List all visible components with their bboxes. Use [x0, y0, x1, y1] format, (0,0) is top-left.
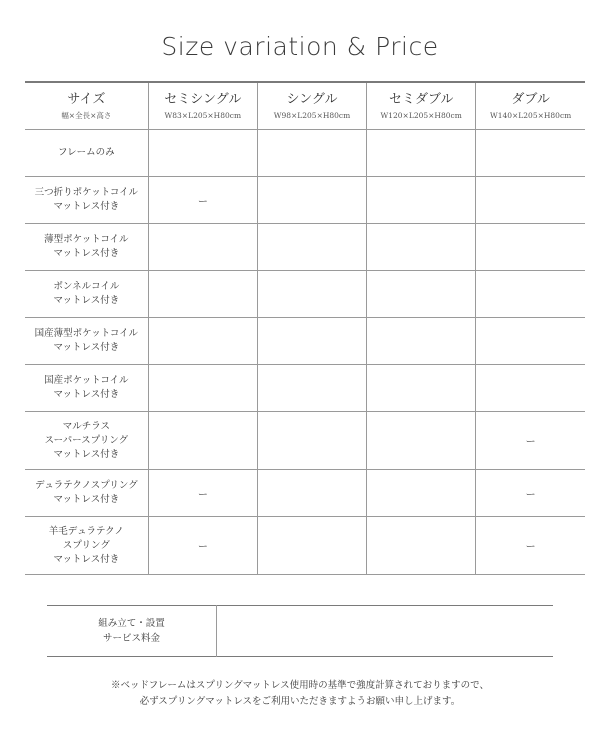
footnote-line-2: 必ずスプリングマットレスをご利用いただきますようお願い申し上げます。 — [139, 696, 461, 707]
column-name: セミシングル — [164, 91, 242, 107]
size-header-cell — [25, 82, 148, 130]
price-cell — [148, 365, 257, 412]
column-name: セミダブル — [388, 91, 454, 107]
service-fee-value — [217, 606, 554, 657]
price-cell — [367, 365, 476, 412]
table-row-multi-lath-super-spring — [25, 412, 585, 470]
table-row-domestic-pocket-coil — [25, 365, 585, 412]
table-row-trifold-pocket-coil — [25, 177, 585, 224]
table-row-thin-pocket-coil — [25, 224, 585, 271]
footnote — [0, 678, 600, 710]
price-cell: ー — [148, 177, 257, 224]
row-label: デュラテクノスプリング マットレス付き — [25, 470, 148, 517]
price-cell — [476, 177, 585, 224]
price-cell — [476, 318, 585, 365]
price-cell: ー — [525, 489, 536, 501]
column-dims: W98×L205×H80cm — [273, 110, 351, 120]
price-cell — [367, 412, 476, 470]
price-cell — [257, 365, 366, 412]
price-cell — [476, 224, 585, 271]
price-cell — [257, 130, 366, 177]
price-cell — [476, 271, 585, 318]
size-header-dims-label: 幅×全長×高さ — [61, 110, 112, 120]
service-fee-row — [47, 606, 553, 657]
column-header-double — [476, 82, 585, 130]
size-header-label: サイズ — [67, 91, 106, 107]
price-cell — [476, 130, 585, 177]
price-cell — [257, 517, 366, 575]
column-header-semi-single — [148, 82, 257, 130]
table-header-row — [25, 82, 585, 130]
table-row-frame-only — [25, 130, 585, 177]
table-row-domestic-thin-pocket-coil — [25, 318, 585, 365]
price-cell — [367, 177, 476, 224]
table-row-bonnell-coil — [25, 271, 585, 318]
price-cell — [148, 271, 257, 318]
price-cell: ー — [525, 542, 536, 553]
row-label: 国産薄型ポケットコイル マットレス付き — [25, 318, 148, 365]
row-label: 三つ折りポケットコイル マットレス付き — [25, 177, 148, 224]
price-cell — [148, 412, 257, 470]
page-title: Size variation & Price — [161, 32, 439, 61]
price-cell — [148, 318, 257, 365]
row-label: ボンネルコイル マットレス付き — [25, 271, 148, 318]
table-row-wool-dura-techno-spring — [25, 517, 585, 575]
price-cell — [476, 365, 585, 412]
row-label: マルチラス スーパースプリング マットレス付き — [25, 412, 148, 470]
price-cell — [148, 224, 257, 271]
price-cell — [257, 271, 366, 318]
column-header-single — [257, 82, 366, 130]
price-cell — [257, 177, 366, 224]
price-table — [25, 81, 585, 575]
column-name: シングル — [286, 91, 338, 107]
price-cell — [257, 224, 366, 271]
service-fee-label: 組み立て・設置 サービス料金 — [47, 606, 217, 657]
row-label: 薄型ポケットコイル マットレス付き — [25, 224, 148, 271]
row-label: 国産ポケットコイル マットレス付き — [25, 365, 148, 412]
price-cell — [257, 318, 366, 365]
column-name: ダブル — [511, 91, 550, 107]
price-cell — [367, 318, 476, 365]
price-cell — [367, 224, 476, 271]
price-cell: ー — [148, 470, 257, 517]
price-cell — [257, 412, 366, 470]
column-dims: W140×L205×H80cm — [489, 110, 572, 120]
table-row-dura-techno-spring — [25, 470, 585, 517]
price-cell: ー — [148, 517, 257, 575]
price-cell — [367, 517, 476, 575]
price-cell — [148, 130, 257, 177]
column-header-semi-double — [367, 82, 476, 130]
row-label: 羊毛デュラテクノ スプリング マットレス付き — [25, 517, 148, 575]
price-cell — [367, 470, 476, 517]
price-cell: ー — [525, 437, 536, 448]
row-label: フレームのみ — [25, 130, 148, 177]
column-dims: W83×L205×H80cm — [164, 110, 242, 120]
column-dims: W120×L205×H80cm — [380, 110, 462, 120]
price-cell — [367, 271, 476, 318]
service-fee-table — [47, 605, 553, 657]
price-cell — [257, 470, 366, 517]
footnote-line-1: ※ベッドフレームはスプリングマットレス使用時の基準で強度計算されておりますので、 — [111, 680, 489, 691]
price-cell — [367, 130, 476, 177]
